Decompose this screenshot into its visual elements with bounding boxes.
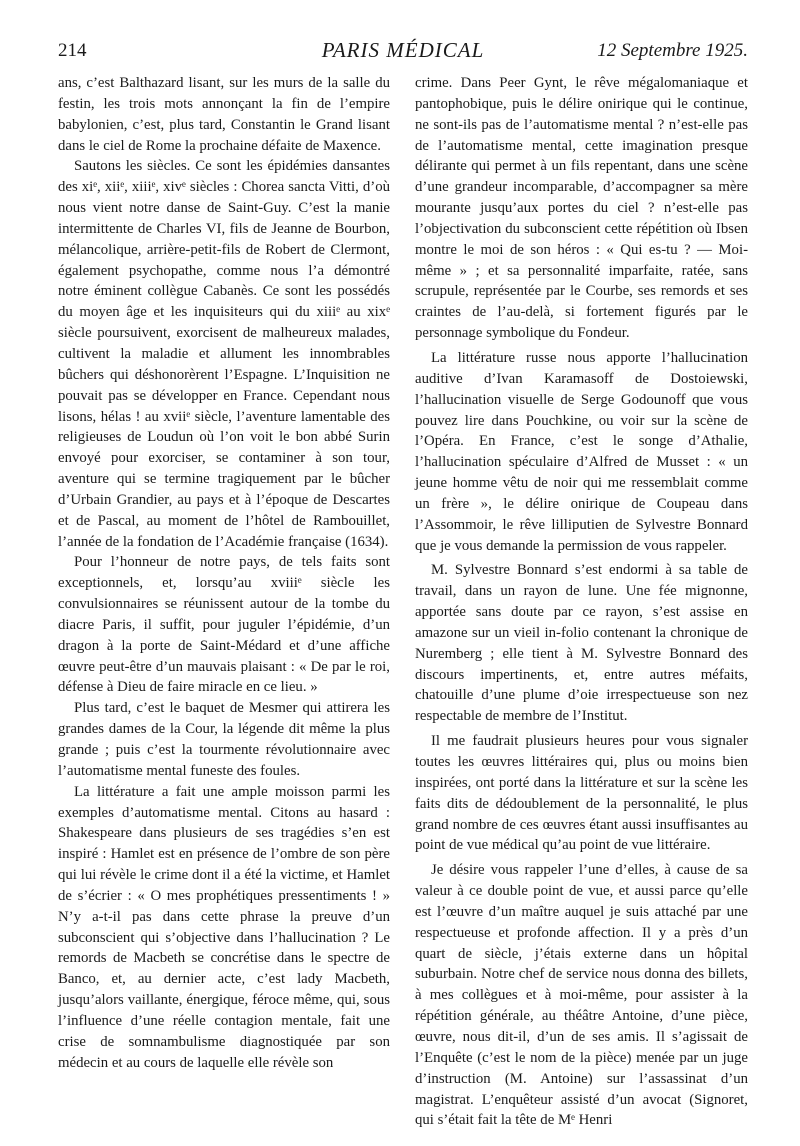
- right-column: [415, 73, 748, 1131]
- left-column: [58, 73, 390, 1074]
- paragraph: Pour l’honneur de notre pays, de tels faits sont exceptionnels, et, lorsqu’au xviiiᵉ siècle les convulsionnaires se réunissent autour de la tombe du diacre Paris, il suffit, pour juguler l’épidémie, d’un dragon à la porte de Saint-Médard et d’une affiche œuvre peut-être d’un mauvais plaisant : « De par le roi, défense à Dieu de faire miracle en ce lieu. »: [58, 554, 390, 696]
- paragraph: La littérature a fait une ample moisson parmi les exemples d’automatisme mental. Citons au hasard : Shakespeare dans plusieurs de ses tragédies s’en est inspiré : Hamlet est en présence de l’ombre de son père qui lui révèle le crime dont il a été la victime, et Hamlet de s’écrier : « O mes prophétiques pressentiments ! » N’y a-t-il pas dans cette phrase la preuve d’un subconscient qui s’objective dans l’hallucination ? Le remords de Macbeth se concrétise dans le spectre de Banco, et, au dernier acte, c’est lady Macbeth, jusqu’alors vaillante, énergique, féroce même, qui, sous l’influence d’une réelle contagion mentale, fait une crise de somnambulisme diagnostiquée par son médecin et au cours de laquelle elle révèle son: [58, 783, 390, 1071]
- paragraph: crime. Dans Peer Gynt, le rêve mégalomaniaque et pantophobique, puis le délire onirique qui le continue, ne sont-ils pas de l’automatisme mental ? n’est-elle pas de l’automatisme mental, cette imagination presque délirante qui permet à un fils repentant, dans une scène d’une grandeur incomparable, d’accompagner sa mère mourante jusqu’aux portes du ciel ? n’est-elle pas l’objectivation du subconscient cette répétition où Ibsen montre le moi de son héros : « Qui es-tu ? — Moi-même » ; et sa personnalité imparfaite, ratée, sans scrupule, représentée par le Courbe, ses remords et ses craintes de l’au-delà, si fortement figurés par le personnage symbolique du Fondeur.: [415, 75, 748, 342]
- page-header: [58, 38, 748, 68]
- paragraph: Je désire vous rappeler l’une d’elles, à cause de sa valeur à ce double point de vue, et aussi parce qu’elle est l’œuvre d’un maître auquel je suis attaché par une respectueuse et profonde affection. Il y a près d’un quart de siècle, j’étais externe dans un hôpital suburbain. Notre chef de service nous donna des billets, à mes collègues et à moi-même, pour assister à la répétition générale, au théâtre Antoine, d’une pièce, œuvre, nous dit-il, d’un de ses amis. Il s’agissait de l’Enquête (c’est le nom de la pièce) menée par un juge d’instruction (M. Antoine) sur l’assassinat d’un magistrat. L’enquêteur assisté d’un avocat (Signoret, qui s’était fait la tête de Mᵉ Henri: [415, 862, 748, 1129]
- paragraph: La littérature russe nous apporte l’hallucination auditive d’Ivan Karamasoff de Dostoiewski, l’hallucination visuelle de Serge Godounoff que vous pouvez lire dans Pouchkine, ou voir sur la scène de l’Opéra. En France, c’est le songe d’Athalie, l’hallucination spéculaire d’Alfred de Musset : « un jeune homme vêtu de noir qui me ressemblait comme un frère », le délire onirique de Coupeau dans l’Assommoir, le rêve lilliputien de Sylvestre Bonnard que je vous demande la permission de vous rappeler.: [415, 349, 748, 554]
- paragraph: ans, c’est Balthazard lisant, sur les murs de la salle du festin, les trois mots annonçant la fin de l’empire babylonien, c’est, plus tard, Constantin le Grand lisant dans le ciel de Rome la prochaine défaite de Maxence.: [58, 75, 390, 154]
- paragraph: M. Sylvestre Bonnard s’est endormi à sa table de travail, dans un rayon de lune. Une fée mignonne, apportée sans doute par ce rayon, s’est assise en amazone sur un vieil in-folio contenant la chronique de Nuremberg ; elle tient à M. Sylvestre Bonnard des discours impertinents, et, entre autres méfaits, chatouille d’une plume d’oie irrespectueuse son nez respectable de membre de l’Institut.: [415, 562, 748, 725]
- paragraph: Il me faudrait plusieurs heures pour vous signaler toutes les œuvres littéraires qui, plus ou moins bien inspirées, ont porté dans la littérature et sur la scène les faits dits de dédoublement de la personnalité, le plus grand nombre de ces œuvres étant aussi insuffisantes au point de vue médical qu’au point de vue littéraire.: [415, 733, 748, 854]
- issue-date: 12 Septembre 1925.: [597, 40, 748, 61]
- paragraph: Sautons les siècles. Ce sont les épidémies dansantes des xiᵉ, xiiᵉ, xiiiᵉ, xivᵉ siècles : Chorea sancta Vitti, d’où nous vient notre danse de Saint-Guy. C’est la manie intermittente de Charles VI, fils de Jeanne de Bourbon, mélancolique, arrière-petit-fils de Robert de Clermont, également psychopathe, comme nous l’a démontré notre éminent collègue Cabanès. Ce sont les possédés du moyen âge et les inquisiteurs qui du xiiiᵉ au xixᵉ siècle poursuivent, exorcisent de malheureux malades, cultivent la maladie et allument les innombrables bûchers qui déshonorèrent l’Espagne. L’Inquisition ne pouvait pas se développer en France. Cependant nous lisons, hélas ! au xviiᵉ siècle, l’aventure lamentable des religieuses de Loudun où l’on voit le bon abbé Surin envoyé pour exorciser, se contaminer à son tour, aventure qui se termine tragiquement par le bûcher d’Urbain Grandier, au pays et à l’époque de Descartes et de Pascal, au moment de l’hôtel de Rambouillet, l’année de la fondation de l’Académie française (1634).: [58, 158, 390, 550]
- page-number: 214: [58, 40, 87, 61]
- paragraph: Plus tard, c’est le baquet de Mesmer qui attirera les grandes dames de la Cour, la légende dit même la plus grande ; puis c’est la tourmente révolutionnaire avec l’automatisme mental funeste des foules.: [58, 700, 390, 779]
- journal-title: PARIS MÉDICAL: [321, 38, 485, 62]
